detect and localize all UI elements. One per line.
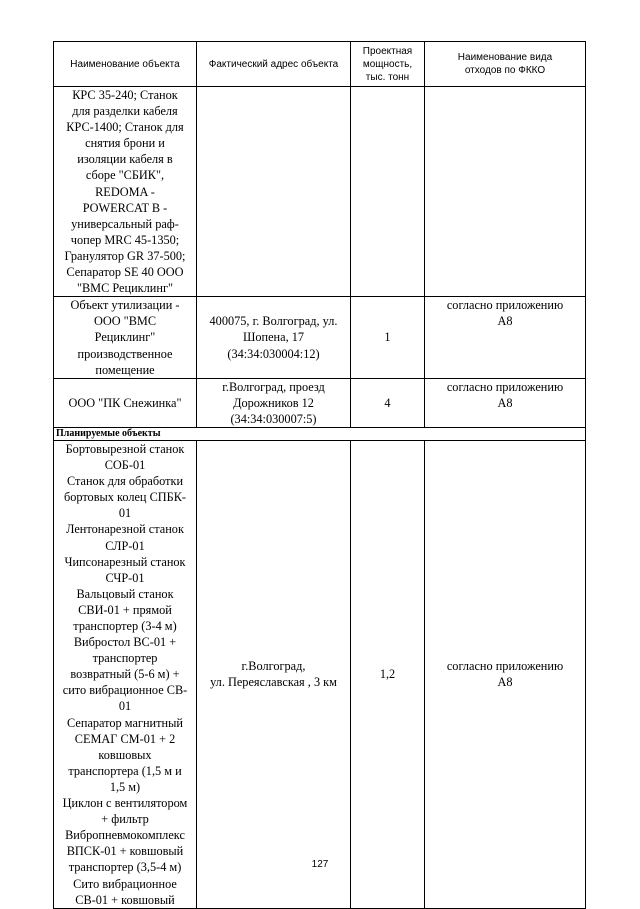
table-row [54, 87, 586, 297]
table-row [54, 440, 586, 908]
table-row [54, 297, 586, 378]
page-number: 127 [311, 859, 329, 870]
header-address: Фактический адрес объекта [197, 42, 351, 87]
section-row [54, 427, 586, 440]
cell-capacity: 4 [351, 378, 425, 427]
cell-address: 400075, г. Волгоград, ул. Шопена, 17 (34:34:030004:12) [197, 297, 351, 378]
cell-waste-type: согласно приложению А8 [425, 378, 586, 427]
cell-object-name: ООО "ПК Снежинка" [54, 378, 197, 427]
header-capacity: Проектная мощность, тыс. тонн [351, 42, 425, 87]
cell-object-name: Объект утилизации - ООО "ВМС Рециклинг" производственное помещение [54, 297, 197, 378]
table-row [54, 378, 586, 427]
cell-object-name: КРС 35-240; Станок для разделки кабеля КРС-1400; Станок для снятия брони и изоляции кабеля в сборе "СБИК", REDOMA - POWERCAT B - универсальный раф- чопер MRC 45-1350; Гранулятор GR 37-500; Сепаратор SE 40 ООО "ВМС Рециклинг" [54, 87, 197, 297]
table-header-row [54, 42, 586, 87]
cell-waste-type [425, 87, 586, 297]
objects-table [53, 41, 586, 909]
cell-capacity: 1 [351, 297, 425, 378]
cell-capacity [351, 87, 425, 297]
cell-capacity: 1,2 [351, 440, 425, 908]
cell-address: г.Волгоград, ул. Переяславская , 3 км [197, 440, 351, 908]
cell-object-name: Бортовырезной станок СОБ-01 Станок для обработки бортовых колец СПБК- 01 Лентонарезной станок СЛР-01 Чипсонарезный станок СЧР-01 Вальцовый станок СВИ-01 + прямой транспортер (3-4 м) Вибростол ВС-01 + транспортер возвратный (5-6 м) + сито вибрационное СВ- 01 Сепаратор магнитный СЕМАГ СМ-01 + 2 ковшовых транспортера (1,5 м и 1,5 м) Циклон с вентилятором + фильтр Вибропневмокомплекс ВПСК-01 + ковшовый транспортер (3,5-4 м) Сито вибрационное СВ-01 + ковшовый [54, 440, 197, 908]
cell-waste-type: согласно приложению А8 [425, 440, 586, 908]
section-title: Планируемые объекты [54, 427, 586, 440]
header-object-name: Наименование объекта [54, 42, 197, 87]
cell-address [197, 87, 351, 297]
cell-address: г.Волгоград, проезд Дорожников 12 (34:34:030007:5) [197, 378, 351, 427]
header-waste-type: Наименование вида отходов по ФККО [425, 42, 586, 87]
cell-waste-type: согласно приложению А8 [425, 297, 586, 378]
